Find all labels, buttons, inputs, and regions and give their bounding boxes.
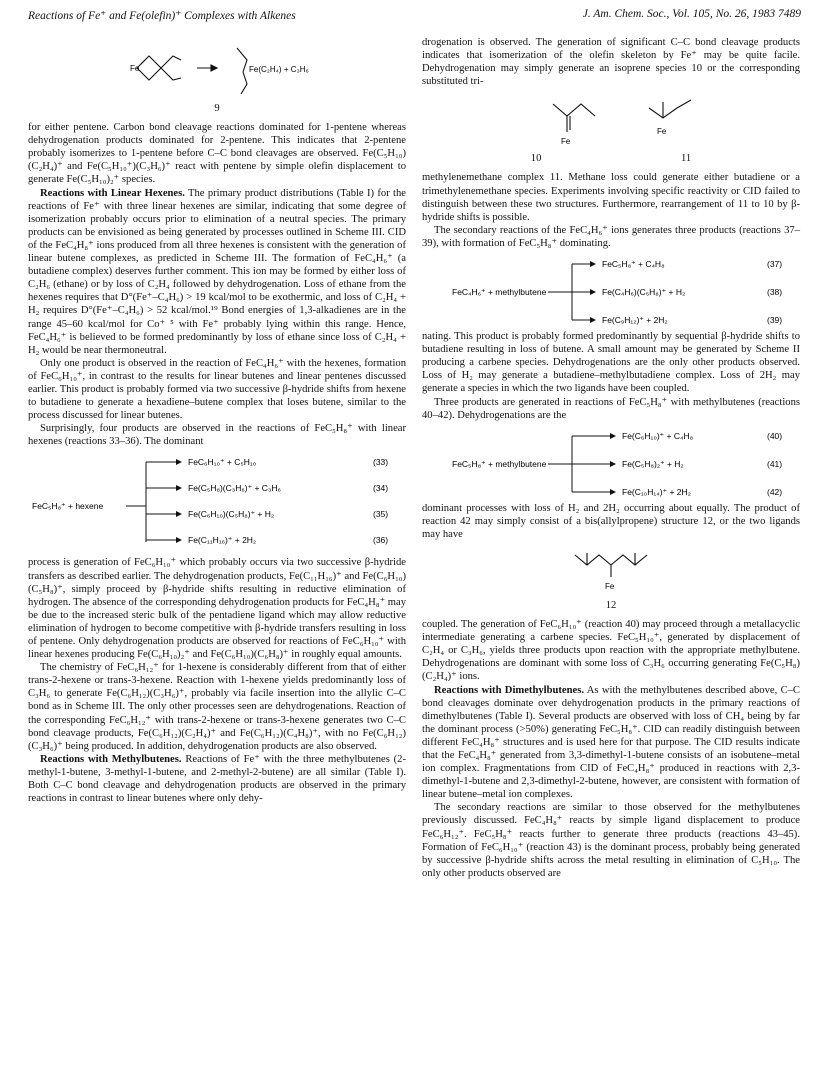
product-41: Fe(C₅H₈)₂⁺ + H₂ (622, 458, 684, 469)
reaction-33-36-drawing (28, 452, 406, 552)
right-para-7: coupled. The generation of FeC₆H₁₀⁺ (reaction 40) may proceed through a metallacyclic intermediate generating a carbene species. FeC₅H₁₀⁺, generated by displacement of C₂H₄ or C₃H₆, yields three products upon reaction with the appropriate methylbutene. Dehydrogenations are dominant with some loss of C₃H₆ occurring generating Fe(C₅H₈)(C₂H₄)⁺ ions. (422, 619, 800, 683)
left-para-2 (28, 187, 406, 357)
left-para-4: Surprisingly, four products are observed in the reactions of FeC₅H₈⁺ with linear hexenes (reactions 33–36). The dominant (28, 423, 406, 448)
section-heading-linear-hexenes: Reactions with Linear Hexenes. (40, 187, 185, 199)
product-40: Fe(C₆H₁₀)⁺ + C₄H₈ (622, 430, 694, 441)
structure-9-drawing (97, 38, 337, 100)
equation-number-34: (34) (373, 483, 389, 494)
product-34: Fe(C₅H₈)(C₃H₆)⁺ + C₃H₆ (188, 483, 281, 494)
running-header-left: Reactions of Fe⁺ and Fe(olefin)⁺ Complexes with Alkenes (28, 10, 296, 22)
structure-number-10: 10 (530, 153, 542, 165)
reaction-37-39-drawing (422, 254, 800, 326)
reaction-scheme-40-42 (422, 426, 800, 498)
equation-number-33: (33) (373, 457, 389, 468)
scheme-9-products: Fe(C₂H₄) + C₃H₆ (249, 65, 309, 74)
equation-number-36: (36) (373, 535, 389, 546)
right-para-9: The secondary reactions are similar to those observed for the methylbutenes previously discussed. FeC₄H₈⁺ reacts by simple ligand displacement to produce FeC₆H₁₂⁺. FeC₅H₈⁺ reacts further to generate three products (reactions 43–45). Formation of FeC₆H₁₀⁺ (reaction 43) is the dominant process, probably being generated by successive β-hydride shifts across the metal resulting in elimination of C₅H₁₀. The only other products observed are (422, 802, 800, 879)
right-para-4: nating. This product is probably formed predominantly by sequential β-hydride shifts to butadiene resulting in loss of butene. A small amount may be generated by Scheme II producing a carbene species. Dehydrogenations are the only other products observed. Loss of H₂ may generate a butadiene–methylbutadiene complex. Loss of 2H₂ may generate a species in which the two ligands have been coupled. (422, 331, 800, 395)
structure-12 (422, 543, 800, 597)
product-36: Fe(C₁₁H₁₆)⁺ + 2H₂ (188, 535, 257, 546)
running-header-right: J. Am. Chem. Soc., Vol. 105, No. 26, 1983 7489 (582, 8, 801, 20)
equation-number-39: (39) (767, 315, 783, 326)
right-para-6: dominant processes with loss of H₂ and 2H₂ occurring about equally. The product of reaction 42 may simply consist of a bis(allylpropene) structure 12, or the two ligands may have (422, 502, 800, 540)
structure-number-9: 9 (214, 103, 220, 114)
reaction-40-42-reactant: FeC₅H₈⁺ + methylbutene (452, 458, 547, 469)
fe-label-10: Fe (561, 137, 571, 147)
equation-number-40: (40) (767, 430, 783, 441)
structure-number-row (461, 152, 761, 165)
left-para-7-text: Reactions of Fe⁺ with the three methylbutenes (2-methyl-1-butene, 3-methyl-1-butene, and 2-methyl-2-butene) are all similar (Table I). Both C–C bond cleavage and dehydrogenation products are observed in the primary reactions in contrast to linear butenes where only dehy- (28, 753, 407, 805)
equation-number-42: (42) (767, 486, 783, 497)
reaction-37-39-reactant: FeC₄H₆⁺ + methylbutene (452, 287, 547, 298)
right-para-8-text: As with the methylbutenes described above, C–C bond cleavages dominate over dehydrogenation products in the primary reactions of dimethylbutenes (Table I). Several products are observed with loss of CH₄ being by far the dominant process (>50%) generating FeC₅H₈⁺. CID can readily distinguish between different FeC₄H₈⁺ structures and is used here for that purpose. The CID results indicate that the FeC₄H₈⁺ generated from 3,3-dimethyl-1-butene consists of an isobutene–metal ion complex. Fragmentations from CID of FeC₄H₈⁺ produced in reactions with 2,3-dimethyl-1-butene and 2,3-dimethyl-2-butene, however, are consistent with formation of linear butene–metal ion complexes. (422, 684, 800, 801)
product-35: Fe(C₆H₁₀)(C₅H₈)⁺ + H₂ (188, 509, 275, 520)
structures-10-11 (422, 90, 800, 150)
left-para-5: process is generation of FeC₆H₁₀⁺ which probably occurs via two successive β-hydride transfers as described earlier. The dehydrogenation products, Fe(C₁₁H₁₆)⁺ and Fe(C₆H₁₀)(C₅H₈)⁺, simply proceed by β-hydride shifts resulting in reductive elimination of hydrogen. The absence of the corresponding dehydrogenation products for FeC₄H₈⁺ may be due to the increased steric bulk of the pentadiene ligand which may allow reductive elimination of hydrogen to become competitive with β-hydride transfers resulting in loss of pentene. Only dehydrogenation products are observed for reactions of FeC₆H₁₀⁺ with linear hexenes producing Fe(C₆H₁₀)₂⁺ and Fe(C₆H₁₀)(C₆H₈)⁺ in roughly equal amounts. (28, 557, 406, 661)
right-para-2: methylenemethane complex 11. Methane loss could generate either butadiene or a trimethylenemethane species. Experiments involving specific reactivity or CID failed to distinguish between these two structures. Furthermore, rearrangement of 11 to 10 by β-hydride shifts is possible. (422, 172, 800, 223)
section-heading-methylbutenes: Reactions with Methylbutenes. (40, 753, 182, 765)
fe-label-12: Fe (605, 581, 615, 591)
equation-number-35: (35) (373, 509, 389, 520)
reaction-33-36-reactant: FeC₅H₈⁺ + hexene (32, 501, 104, 512)
product-39: Fe(C₉H₁₂)⁺ + 2H₂ (602, 315, 668, 326)
left-para-7 (28, 753, 406, 805)
equation-number-41: (41) (767, 458, 783, 469)
left-column (28, 36, 406, 805)
structure-number-12: 12 (605, 599, 617, 611)
product-33: FeC₆H₁₀⁺ + C₅H₁₀ (188, 457, 257, 468)
right-para-5: Three products are generated in reactions of FeC₅H₈⁺ with methylbutenes (reactions 40–42). Dehydrogenations are the (422, 396, 800, 421)
fe-label-9-left: Fe (130, 64, 140, 73)
equation-number-37: (37) (767, 259, 783, 270)
product-42: Fe(C₁₀H₁₄)⁺ + 2H₂ (622, 486, 691, 497)
reaction-40-42-drawing (422, 426, 800, 498)
fe-label-11: Fe (657, 127, 667, 137)
left-para-6: The chemistry of FeC₆H₁₂⁺ for 1-hexene is considerably different from that of either trans-2-hexene or trans-3-hexene. Reaction with 1-hexene yields predominantly loss of C₃H₆ to generate Fe(C₆H₁₂)(C₃H₆)⁺, probably via facile insertion into the allylic C–C bond as in Scheme III. The only other processes seen are dehydrogenations. Reaction of the corresponding FeC₆H₁₂⁺ with trans-2-hexene or trans-3-hexene generates two C–C bond cleavage products, Fe(C₆H₁₂)(C₂H₄)⁺ and Fe(C₆H₁₂)(C₄H₈)⁺, with no Fe(C₆H₁₂)(C₃H₆)⁺ being produced. In addition, dehydrogenation products are also observed. (28, 662, 406, 752)
structure-12-drawing (551, 543, 671, 597)
left-para-2-text: The primary product distributions (Table I) for the reactions of Fe⁺ with three linear hexenes are similar, indicating that some degree of isomerization probably occurs prior to elimination of a neutral species. The primary products can be envisioned as being generated by processes outlined in Scheme III. CID of the FeC₄H₈⁺ ions produced from all three hexenes is consistent with the generation of linear butene complexes, as predicted in Scheme III. The formation of FeC₄H₆⁺ (a butadiene complex) deserves further comment. This ion may be formed by either loss of C₂H₆ (ethane) or by loss of C₂H₄ followed by dehydrogenation. Loss of ethane from the hexenes requires that D°(Fe⁺–C₄H₆) > 19 kcal/mol to be exothermic, and loss of C₂H₄ + H₂ requires D°(Fe⁺–C₄H₆) > 52 kcal/mol.¹⁹ Bond energies of 1,3-alkadienes are in the range 45–60 kcal/mol for Co⁺ ⁵ with Fe⁺ probably lying within this range. Hence, FeC₄H₆⁺ is believed to be formed predominantly by loss of ethane since loss of C₂H₄ + H₂ would be near thermoneutral. (28, 187, 407, 356)
right-para-1: drogenation is observed. The generation of significant C–C bond cleavage products indicates that isomerization of the olefin skeleton by Fe⁺ may be quite facile. Dehydrogenation may simply generate an isoprene species 10 or the corresponding substituted tri- (422, 37, 800, 88)
right-column (422, 36, 800, 880)
right-para-8 (422, 684, 800, 802)
right-para-3: The secondary reactions of the FeC₄H₆⁺ ions generates three products (reactions 37–39), with formation of FeC₅H₈⁺ dominating. (422, 224, 800, 249)
left-para-1: for either pentene. Carbon bond cleavage reactions dominated for 1-pentene whereas dehydrogenation products dominated for 2-pentene. This indicates that 2-pentene probably isomerizes to 1-pentene before C–C bond cleavages are observed. Fe(C₅H₁₀)(C₂H₄)⁺ and Fe(C₅H₁₀⁺)(C₃H₆)⁺ react with pentene by simple olefin displacement to generate Fe(C₅H₁₀)₂⁺ species. (28, 122, 406, 186)
reaction-scheme-33-36 (28, 452, 406, 552)
scheme-structure-9 (28, 38, 406, 100)
product-37: FeC₅H₈⁺ + C₄H₈ (602, 259, 665, 270)
left-para-3: Only one product is observed in the reaction of FeC₄H₆⁺ with the hexenes, formation of FeC₆H₁₀⁺, in contrast to the results for linear butenes and linear pentenes discussed earlier. This product is probably formed via two successive β-hydride shifts from hexene to butadiene to generate a hexadiene–butene complex that loses butene, similar to the process discussed for linear butenes. (28, 357, 406, 422)
structures-10-11-drawing (461, 90, 761, 150)
product-38: Fe(C₄H₆)(C₅H₈)⁺ + H₂ (602, 287, 686, 298)
equation-number-38: (38) (767, 287, 783, 298)
section-heading-dimethylbutenes: Reactions with Dimethylbutenes. (434, 684, 584, 696)
structure-number-11: 11 (680, 153, 692, 165)
reaction-scheme-37-39 (422, 254, 800, 326)
